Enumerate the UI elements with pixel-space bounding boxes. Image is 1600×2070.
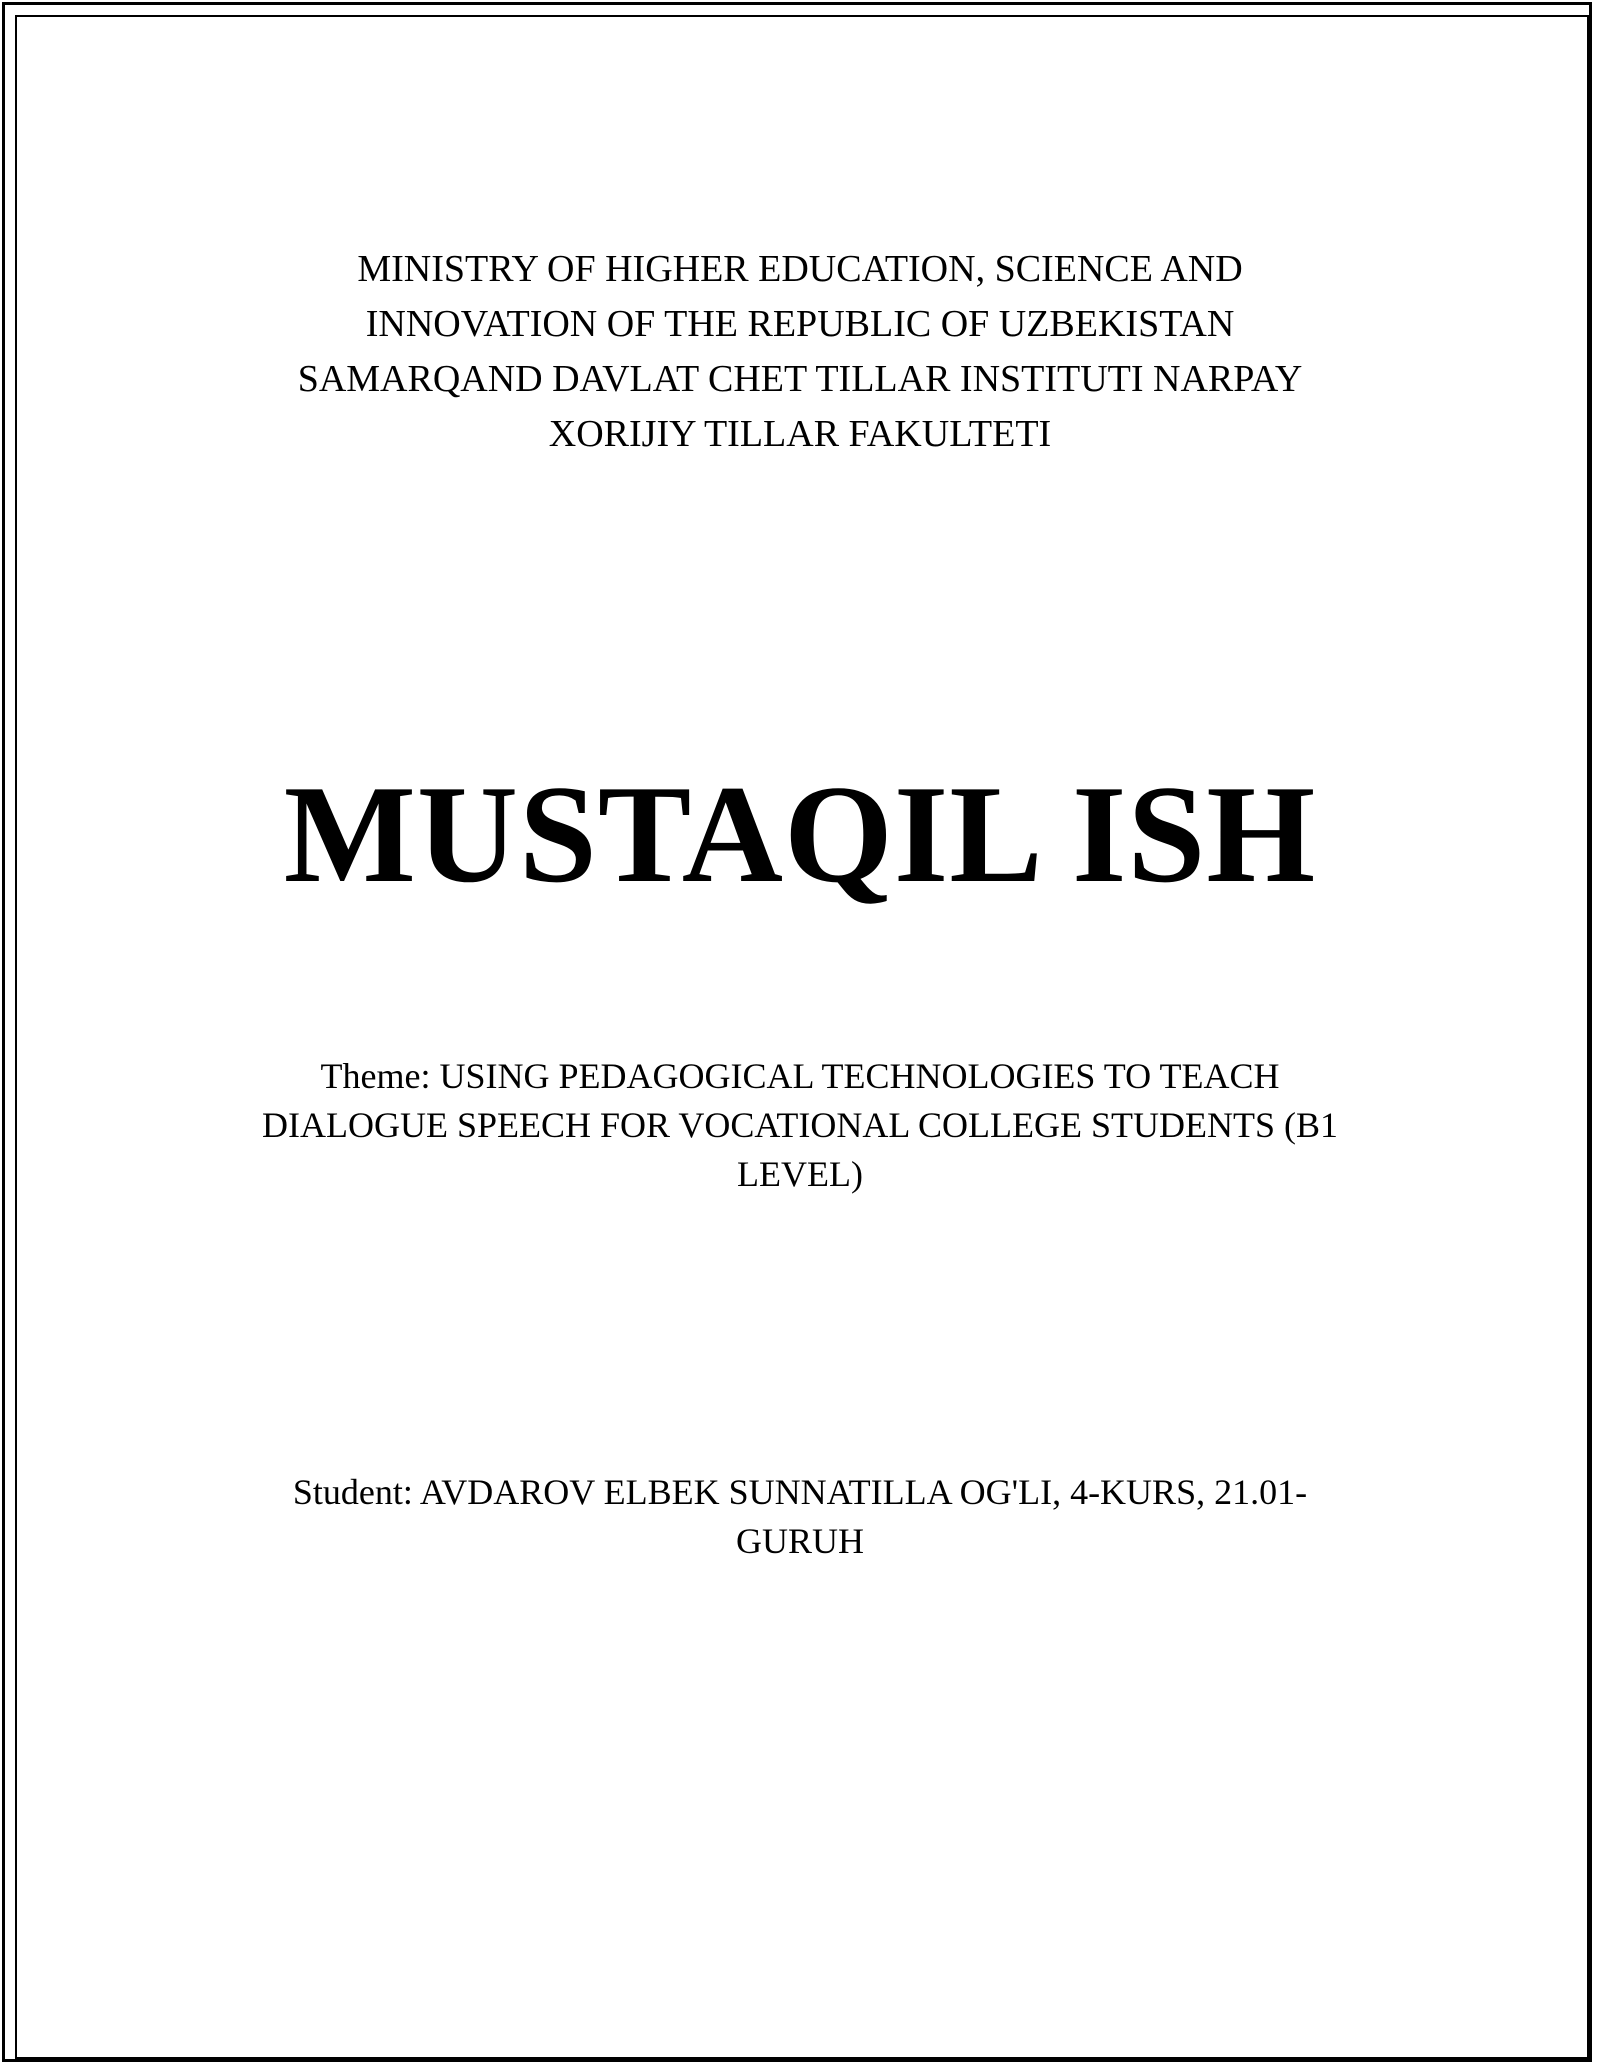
student-line: GURUH [735,1521,864,1561]
student-line: Student: AVDAROV ELBEK SUNNATILLA OG'LI, 4-KURS, 21.01- [292,1472,1308,1512]
ministry-line: INNOVATION OF THE REPUBLIC OF UZBEKISTAN [365,303,1235,345]
theme-block [0,1052,1600,1199]
theme-line: DIALOGUE SPEECH FOR VOCATIONAL COLLEGE STUDENTS (B1 [262,1105,1338,1145]
document-title: MUSTAQIL ISH [283,757,1317,912]
ministry-header [0,242,1600,462]
ministry-line: MINISTRY OF HIGHER EDUCATION, SCIENCE AND [357,248,1243,290]
faculty-line: XORIJIY TILLAR FAKULTETI [548,413,1052,455]
theme-line: Theme: USING PEDAGOGICAL TECHNOLOGIES TO TEACH [320,1056,1280,1096]
theme-line: LEVEL) [737,1154,863,1194]
institute-line: SAMARQAND DAVLAT CHET TILLAR INSTITUTI NARPAY [297,358,1303,400]
student-block [0,1468,1600,1566]
